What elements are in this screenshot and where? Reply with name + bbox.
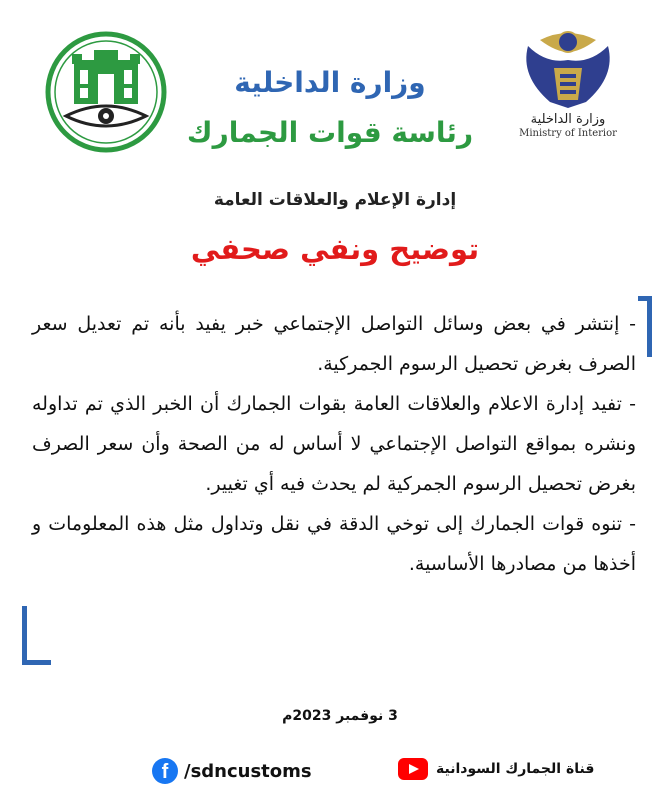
interior-arabic-label: وزارة الداخلية — [530, 112, 606, 127]
youtube-channel-name: قناة الجمارك السودانية — [436, 761, 595, 777]
customs-emblem-logo — [44, 30, 168, 154]
department-title: إدارة الإعلام والعلاقات العامة — [213, 190, 457, 210]
youtube-link[interactable] — [398, 758, 594, 780]
customs-emblem-icon — [44, 30, 168, 154]
paragraph-2: - تفيد إدارة الاعلام والعلاقات العامة بقوات الجمارك أن الخبر الذي تم تداوله ونشره بمواقع التواصل الإجتماعي لا أساس له من الصحة وأن سعر الصرف بغرض تحصيل الرسوم الجمركية لم يحدث فيه أي تغيير. — [32, 393, 636, 495]
statement-body — [32, 304, 636, 584]
bottom-left-bracket-decoration — [22, 606, 51, 665]
paragraph-3: - تنوه قوات الجمارك إلى توخي الدقة في نقل وتداول مثل هذه المعلومات و أخذها من مصادرها الأساسية. — [32, 513, 636, 575]
ministry-title: وزارة الداخلية — [234, 66, 426, 99]
headline: توضيح ونفي صحفي — [190, 232, 480, 266]
facebook-link[interactable] — [152, 758, 312, 784]
top-right-bracket-decoration — [638, 296, 652, 357]
presidency-title: رئاسة قوات الجمارك — [186, 116, 474, 149]
youtube-icon — [398, 758, 428, 780]
paragraph-1: - إنتشر في بعض وسائل التواصل الإجتماعي خبر يفيد بأنه تم تعديل سعر الصرف بغرض تحصيل الرسوم الجمركية. — [32, 313, 636, 375]
facebook-icon: f — [152, 758, 178, 784]
statement-date: 3 نوفمبر 2023م — [282, 708, 398, 724]
interior-english-label: Ministry of Interior — [519, 128, 617, 139]
secretary-bird-emblem-icon — [510, 16, 626, 112]
facebook-handle: /sdncustoms — [184, 760, 312, 782]
